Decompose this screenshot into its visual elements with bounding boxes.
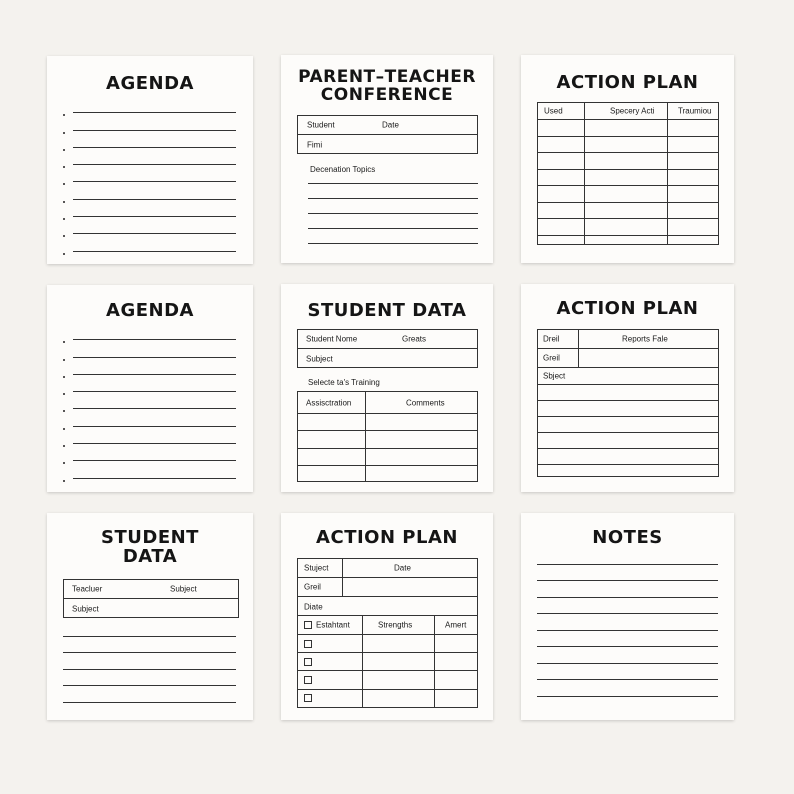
table-row — [538, 219, 718, 236]
table-row — [538, 137, 718, 154]
bullet-line — [63, 165, 236, 182]
table-row — [538, 236, 718, 253]
col-used: Used — [544, 106, 563, 116]
student-label: Stuject — [304, 563, 329, 573]
table-row — [298, 449, 477, 466]
agenda-card-2 — [47, 285, 253, 492]
col-comments: Comments — [406, 398, 445, 407]
bullet-line — [63, 234, 236, 251]
card-title — [47, 528, 253, 567]
dreil-label: Dreil — [543, 334, 560, 344]
student-info-table — [297, 329, 478, 368]
bullet-line — [63, 427, 236, 444]
table-header — [538, 103, 718, 120]
title-line-1: STUDENT — [101, 527, 199, 548]
col-traumiou: Traumiou — [678, 106, 712, 116]
table-row — [298, 635, 477, 653]
table-row — [538, 170, 718, 187]
title-line-2: CONFERENCE — [320, 85, 454, 106]
table-row — [298, 414, 477, 431]
teacher-table — [63, 579, 239, 618]
col-strengths: Strengths — [378, 620, 413, 630]
date-label: Date — [382, 120, 399, 130]
table-row — [538, 203, 718, 220]
col-estahtant: Estahtant — [316, 620, 350, 630]
bullet-line — [63, 131, 236, 148]
bullet-line — [63, 182, 236, 199]
table-row — [538, 330, 718, 349]
card-title: NOTES — [592, 527, 663, 548]
bullet-line — [63, 200, 236, 217]
note-lines — [63, 620, 236, 703]
table-row — [538, 449, 718, 465]
table-row — [538, 401, 718, 417]
card-title: AGENDA — [106, 300, 194, 321]
greil-label: Greil — [304, 582, 321, 592]
table-row — [298, 116, 477, 135]
table-row — [298, 597, 477, 616]
agenda-lines — [63, 323, 236, 479]
card-title: ACTION PLAN — [556, 298, 699, 319]
col-amert: Amert — [445, 620, 467, 630]
table-row — [538, 433, 718, 449]
table-row — [298, 578, 477, 597]
notes-card — [521, 513, 734, 720]
subject-col-label: Subject — [170, 584, 197, 594]
table-row — [538, 120, 718, 137]
parent-teacher-card — [281, 55, 493, 263]
table-row — [298, 690, 477, 707]
topic-lines — [308, 169, 478, 244]
bullet-line — [63, 392, 236, 409]
table-row — [298, 349, 477, 368]
table-row — [538, 349, 718, 368]
action-form-table — [537, 329, 719, 477]
reports-label: Reports Fale — [622, 334, 668, 344]
bullet-line — [63, 323, 236, 340]
card-title: ACTION PLAN — [556, 72, 699, 93]
firm-label: Fimi — [307, 140, 323, 149]
diate-label: Diate — [304, 602, 323, 611]
bullet-line — [63, 113, 236, 130]
teacher-label: Teacluer — [72, 584, 103, 594]
student-data-card-2 — [47, 513, 253, 720]
bullet-line — [63, 148, 236, 165]
student-data-card-1 — [281, 284, 493, 492]
agenda-card-1 — [47, 56, 253, 264]
title-line-1: PARENT–TEACHER — [298, 67, 476, 87]
card-title: STUDENT DATA — [307, 300, 467, 321]
assistance-table — [297, 391, 478, 482]
bullet-line — [63, 461, 236, 478]
col-assistance: Assisctration — [306, 398, 352, 407]
table-row — [538, 368, 718, 385]
topics-label: Decenation Topics — [310, 165, 376, 174]
checkbox-table — [297, 616, 478, 708]
checkbox-icon[interactable] — [304, 676, 312, 684]
table-row — [298, 431, 477, 448]
select-training-label: Selecte ta's Training — [308, 378, 380, 387]
card-title: ACTION PLAN — [316, 527, 458, 548]
action-plan-card-3 — [281, 513, 493, 720]
table-header — [298, 616, 477, 635]
action-form-top — [297, 558, 478, 616]
table-row — [64, 580, 238, 599]
table-row — [298, 466, 477, 482]
title-line-2: DATA — [122, 546, 178, 568]
student-label: Student — [307, 120, 335, 130]
checkbox-icon[interactable] — [304, 658, 312, 666]
action-plan-card-1 — [521, 55, 734, 263]
checkbox-icon[interactable] — [304, 694, 312, 702]
table-row — [538, 417, 718, 433]
table-row — [298, 671, 477, 689]
bullet-line — [63, 96, 236, 113]
bullet-line — [63, 444, 236, 461]
card-title: AGENDA — [106, 73, 194, 94]
checkbox-icon[interactable] — [304, 640, 312, 648]
table-row — [538, 465, 718, 478]
bullet-line — [63, 375, 236, 392]
bullet-line — [63, 409, 236, 426]
table-row — [538, 186, 718, 203]
bullet-line — [63, 340, 236, 357]
table-header — [298, 392, 477, 414]
note-lines — [537, 548, 718, 697]
subject-label: Subject — [72, 604, 99, 613]
bullet-line — [63, 358, 236, 375]
table-row — [298, 559, 477, 578]
bullet-line — [63, 217, 236, 234]
agenda-lines — [63, 96, 236, 252]
card-title — [281, 68, 493, 105]
action-plan-card-2 — [521, 284, 734, 492]
table-row — [538, 385, 718, 401]
table-row — [298, 330, 477, 349]
table-row — [64, 599, 238, 618]
info-table — [297, 115, 478, 154]
greil-label: Greil — [543, 353, 560, 363]
student-name-label: Student Nome — [306, 334, 358, 344]
col-specery: Specery Acti — [610, 106, 655, 116]
checkbox-icon[interactable] — [304, 621, 312, 629]
table-row — [298, 135, 477, 154]
sbject-label: Sbject — [543, 371, 566, 381]
table-row — [538, 153, 718, 170]
greats-label: Greats — [402, 334, 427, 344]
action-table — [537, 102, 719, 245]
table-row — [298, 653, 477, 671]
date-label: Date — [394, 563, 411, 573]
subject-label: Subject — [306, 354, 333, 363]
